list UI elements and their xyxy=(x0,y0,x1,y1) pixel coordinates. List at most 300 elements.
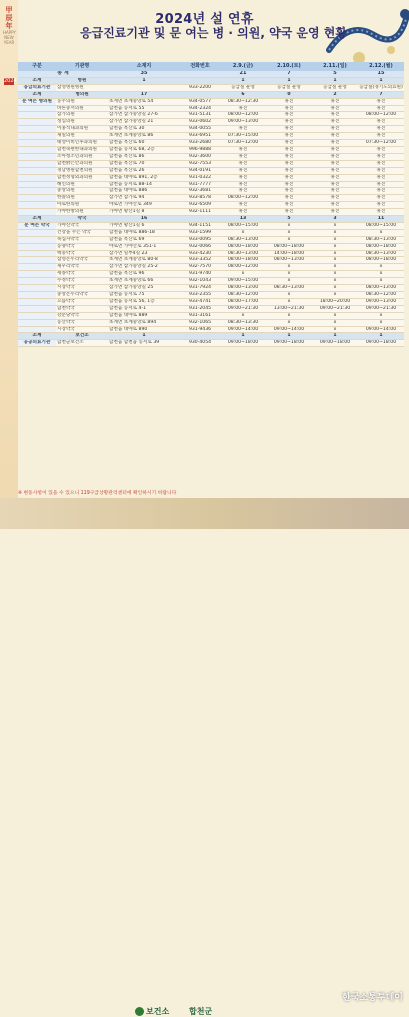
row-day4: 09:00~18:00 xyxy=(358,340,404,347)
watermark: 한국소통투데이 xyxy=(342,993,403,1003)
row-category xyxy=(18,285,56,292)
row-phone: 932-1111 xyxy=(180,209,220,216)
row-category xyxy=(18,292,56,299)
row-day3: 09:00~21:30 xyxy=(312,305,358,312)
subtotal-day4: 11 xyxy=(358,216,404,223)
year-label: 甲辰年 xyxy=(5,6,13,30)
row-day1: 휴진 xyxy=(220,181,266,188)
row-category xyxy=(18,153,56,160)
row-day3: x xyxy=(312,292,358,299)
row-name: 합천속편한내과의원 xyxy=(56,146,108,153)
row-address: 야로면 가야산로 351-1 xyxy=(108,243,180,250)
public-subtotal-row xyxy=(18,333,404,340)
table-row xyxy=(18,271,404,278)
row-address: 합천읍 옥산로 69 xyxy=(108,236,180,243)
subtotal-tel xyxy=(180,216,220,223)
row-day1: 09:00~21:30 xyxy=(220,305,266,312)
row-address: 삼가면 삼가중앙길 25-2 xyxy=(108,264,180,271)
subtotal-day1: 13 xyxy=(220,216,266,223)
row-day2: 08:00~13:00 xyxy=(266,257,312,264)
row-phone: 932-7553 xyxy=(180,160,220,167)
row-day1: x xyxy=(220,229,266,236)
subtotal-label: 소계 xyxy=(18,91,56,98)
table-row xyxy=(18,84,404,91)
row-phone: 931-9436 xyxy=(180,326,220,333)
row-phone: 931-0322 xyxy=(180,174,220,181)
table-row xyxy=(18,160,404,167)
row-day1: 08:00~12:00 xyxy=(220,112,266,119)
row-day4: x xyxy=(358,271,404,278)
row-phone: 934-0577 xyxy=(180,98,220,105)
subtotal-tel xyxy=(180,333,220,340)
row-name: 동양약국 xyxy=(56,243,108,250)
row-day2: 휴진 xyxy=(266,181,312,188)
row-day1: x xyxy=(220,271,266,278)
row-day3: x xyxy=(312,319,358,326)
subtotal-day4: 7 xyxy=(358,91,404,98)
row-address: 합천읍 동서로 75 xyxy=(108,292,180,299)
row-name: 가야신약국 xyxy=(56,222,108,229)
subtotal-day2: 1 xyxy=(266,77,312,84)
table-row xyxy=(18,305,404,312)
row-name: 수정약국 xyxy=(56,278,108,285)
row-day2: 08:00~18:00 xyxy=(266,243,312,250)
header-category: 구분 xyxy=(18,62,56,71)
row-phone: 934-2324 xyxy=(180,105,220,112)
row-day4: 응급실(경기도의료원) xyxy=(359,84,403,90)
row-day2: 휴진 xyxy=(266,146,312,153)
table-row xyxy=(18,236,404,243)
row-phone: 931-7924 xyxy=(180,285,220,292)
row-day3: 응급실 운영 xyxy=(312,84,358,91)
table-row xyxy=(18,257,404,264)
row-phone: 933-2355 xyxy=(180,292,220,299)
row-day2: 휴진 xyxy=(266,98,312,105)
row-phone: 930-4054 xyxy=(180,340,220,347)
row-day3: 휴진 xyxy=(312,188,358,195)
row-category xyxy=(18,140,56,147)
row-day2: 휴진 xyxy=(266,167,312,174)
row-day4: 휴진 xyxy=(358,126,404,133)
row-name: 중앙온누리약국 xyxy=(56,292,108,299)
row-day4: 09:00~13:00 xyxy=(358,298,404,305)
row-name: 동산약국 xyxy=(56,319,108,326)
row-day3: 휴진 xyxy=(312,133,358,140)
row-day4: 휴진 xyxy=(358,209,404,216)
row-address: 합천읍 합천읍 동서로 39 xyxy=(108,340,180,347)
row-category: 공공의료기관 xyxy=(18,340,56,347)
row-phone: 933-4230 xyxy=(180,250,220,257)
row-day4: 휴진 xyxy=(358,188,404,195)
header-day2: 2.10.(토) xyxy=(266,62,312,71)
row-day2: 휴진 xyxy=(266,202,312,209)
row-day3: 휴진 xyxy=(312,209,358,216)
row-phone: 934-1151 xyxy=(180,222,220,229)
row-day4: 08:30~13:00 xyxy=(358,236,404,243)
row-address: 합천읍 대야로 886-18 xyxy=(108,229,180,236)
row-day4: 휴진 xyxy=(358,98,404,105)
row-day1: 08:00~15:00 xyxy=(220,222,266,229)
row-address: 합천읍 동서로 4-1 xyxy=(108,305,180,312)
row-day2: 휴진 xyxy=(266,112,312,119)
row-day2: x xyxy=(266,278,312,285)
table-row xyxy=(18,119,404,126)
row-day2: x xyxy=(266,271,312,278)
row-day2: 휴진 xyxy=(266,126,312,133)
row-phone: 933-3352 xyxy=(180,257,220,264)
row-day4: 휴진 xyxy=(358,146,404,153)
total-label: 총 계 xyxy=(18,71,108,77)
row-day3: x xyxy=(312,285,358,292)
row-day1: 08:00~12:00 xyxy=(220,264,266,271)
row-day1: 08:30~12:30 xyxy=(220,98,266,105)
row-name: 성심의원 xyxy=(56,119,108,126)
row-day2: 휴진 xyxy=(266,174,312,181)
row-day1: 07:30~15:00 xyxy=(220,133,266,140)
row-day1: 08:30~13:00 xyxy=(220,250,266,257)
table-row xyxy=(18,250,404,257)
row-day3: x xyxy=(312,271,358,278)
row-phone: 932-3600 xyxy=(180,153,220,160)
row-address: 초계면 초계중앙로 80-8 xyxy=(108,257,180,264)
table-row xyxy=(18,181,404,188)
row-name: 삼영온누리약국 xyxy=(56,257,108,264)
row-category xyxy=(18,243,56,250)
row-phone: 996-9888 xyxy=(180,146,220,153)
row-day1: 08:00~18:00 xyxy=(220,257,266,264)
row-category xyxy=(18,195,56,202)
row-day2: 휴진 xyxy=(266,195,312,202)
table-row xyxy=(18,98,404,105)
row-address: 삼가면 삼가중앙길 27-6 xyxy=(108,112,180,119)
row-category xyxy=(18,319,56,326)
row-category xyxy=(18,133,56,140)
row-name: 시장약국 xyxy=(56,326,108,333)
row-day2: x xyxy=(266,298,312,305)
row-day2: 휴진 xyxy=(266,119,312,126)
row-name: 삼성병원병원 xyxy=(56,84,108,91)
row-name: 합천정형외과의원 xyxy=(56,174,108,181)
row-category xyxy=(18,264,56,271)
row-category: 문 여는 병의원 xyxy=(18,98,56,105)
row-address: 합천읍 옥산로 86 xyxy=(108,153,180,160)
row-day3: 휴진 xyxy=(312,153,358,160)
subtotal-day3: 1 xyxy=(312,333,358,340)
row-address: 합천읍 옥산로 30 xyxy=(108,126,180,133)
subtotal-section: 병의원 xyxy=(56,91,108,98)
row-day3: 휴진 xyxy=(312,146,358,153)
table-row xyxy=(18,209,404,216)
row-category xyxy=(18,119,56,126)
header-address: 소재지 xyxy=(108,62,180,71)
row-day3: x xyxy=(312,250,358,257)
row-name: 합천밝은안과의원 xyxy=(56,160,108,167)
row-address: 합천읍 옥산로 60 xyxy=(108,140,180,147)
row-category xyxy=(18,236,56,243)
row-day4: 08:00~18:00 xyxy=(358,243,404,250)
table-row xyxy=(18,285,404,292)
row-day2: x xyxy=(266,222,312,229)
row-day3: 휴진 xyxy=(312,119,358,126)
row-day3: 휴진 xyxy=(312,112,358,119)
row-name: 합천군보건소 xyxy=(56,340,108,347)
row-day3: 09:00~18:00 xyxy=(312,340,358,347)
row-day4: x xyxy=(358,229,404,236)
table-row xyxy=(18,312,404,319)
row-day2: 휴진 xyxy=(266,153,312,160)
row-phone: 933-1599 xyxy=(180,229,220,236)
row-day3: 18:00~20:00 xyxy=(312,298,358,305)
row-day4: 휴진 xyxy=(358,167,404,174)
subtotal-day2: 5 xyxy=(266,216,312,223)
table-row xyxy=(18,298,404,305)
row-day4: 휴진 xyxy=(358,119,404,126)
row-day4: x xyxy=(358,319,404,326)
table-row xyxy=(18,167,404,174)
schedule-table-wrapper xyxy=(18,62,404,347)
row-category xyxy=(18,305,56,312)
row-day1: 08:30~12:00 xyxy=(220,292,266,299)
row-day3: x xyxy=(312,257,358,264)
row-day3: 휴진 xyxy=(312,174,358,181)
page-title-line2: 응급진료기관 및 문 여는 병 · 의원, 약국 운영 현황 xyxy=(80,26,347,40)
row-day1: x xyxy=(220,312,266,319)
row-name: 가야한방의원 xyxy=(56,209,108,216)
table-row xyxy=(18,174,404,181)
table-row xyxy=(18,140,404,147)
row-day1: 응급실 운영 xyxy=(220,84,266,91)
table-row xyxy=(18,188,404,195)
row-name: 합천약국 xyxy=(56,305,108,312)
row-day4: 07:30~12:00 xyxy=(358,140,404,147)
row-address: 삼가면 일부4길 23 xyxy=(108,250,180,257)
subtotal-day3: 3 xyxy=(312,216,358,223)
subtotal-day1: 1 xyxy=(220,333,266,340)
row-address: 초계면 초계중앙로 54 xyxy=(108,98,180,105)
row-address: 합천읍 옥산로 96 xyxy=(108,271,180,278)
row-phone: 931-3161 xyxy=(180,312,220,319)
row-day1: 09:00~13:00 xyxy=(220,119,266,126)
subtotal-day3: 2 xyxy=(312,91,358,98)
row-phone: 932-3681 xyxy=(180,188,220,195)
row-address: 삼가면 삼가중앙길 25 xyxy=(108,285,180,292)
row-category xyxy=(18,326,56,333)
clinic-subtotal-row xyxy=(18,91,404,98)
row-day3: 휴진 xyxy=(312,98,358,105)
row-day3: 휴진 xyxy=(312,195,358,202)
row-day2: 09:00~18:00 xyxy=(266,340,312,347)
row-name: 새우리약국 xyxy=(56,264,108,271)
row-name: 소아청소년과의원 xyxy=(56,153,108,160)
row-category xyxy=(18,146,56,153)
table-row xyxy=(18,264,404,271)
row-category xyxy=(18,160,56,167)
row-day2: 13:00~21:30 xyxy=(266,305,312,312)
row-address: 합천읍 대야로 889 xyxy=(108,312,180,319)
row-day3: x xyxy=(312,312,358,319)
health-center-icon xyxy=(135,1007,144,1016)
row-day2: x xyxy=(266,319,312,326)
row-category xyxy=(18,250,56,257)
row-address: 야로면 가야산로 349 xyxy=(108,202,180,209)
table-row xyxy=(18,292,404,299)
row-day2: 응급실 운영 xyxy=(266,84,312,91)
table-row xyxy=(18,319,404,326)
header-day3: 2.11.(일) xyxy=(312,62,358,71)
row-address: 삼가면 삼가중앙길 21 xyxy=(108,119,180,126)
row-name: 중앙의원 xyxy=(56,188,108,195)
row-phone: 934-0055 xyxy=(180,126,220,133)
subtotal-tel xyxy=(180,91,220,98)
row-day1: 휴진 xyxy=(220,160,266,167)
row-day4: x xyxy=(358,278,404,285)
row-day2: 휴진 xyxy=(266,105,312,112)
row-day4: 09:00~21:30 xyxy=(358,305,404,312)
row-category xyxy=(18,229,56,236)
row-phone: 931-2045 xyxy=(180,305,220,312)
row-phone: 933-2200 xyxy=(180,84,220,91)
subtotal-count: 1 xyxy=(108,333,180,340)
row-phone: 932-1043 xyxy=(180,278,220,285)
row-day2: 휴진 xyxy=(266,209,312,216)
row-address: 합천읍 옥산로 70 xyxy=(108,160,180,167)
row-day3: x xyxy=(312,229,358,236)
row-category xyxy=(18,181,56,188)
table-header-row xyxy=(18,62,404,71)
row-name: 동주의원 xyxy=(56,98,108,105)
row-day3: x xyxy=(312,222,358,229)
row-category xyxy=(18,209,56,216)
row-address: 합천읍 옥산로 26 xyxy=(108,167,180,174)
row-day3: 휴진 xyxy=(312,105,358,112)
subtotal-count: 17 xyxy=(108,91,180,98)
row-day1: 09:00~15:00 xyxy=(220,278,266,285)
row-name: 시장약국 xyxy=(56,285,108,292)
row-name: 녹십자약국 xyxy=(56,236,108,243)
row-day1: 08:00~12:00 xyxy=(220,195,266,202)
table-row xyxy=(18,229,404,236)
row-category xyxy=(18,188,56,195)
row-address: 초계면 초계중앙로 894 xyxy=(108,319,180,326)
row-day3: x xyxy=(312,278,358,285)
row-day2: 09:00~14:00 xyxy=(266,326,312,333)
row-address: 합천읍 동서로 88-14 xyxy=(108,181,180,188)
header-institution: 기관명 xyxy=(56,62,108,71)
row-day1: 07:30~12:00 xyxy=(220,140,266,147)
row-day2: 휴진 xyxy=(266,160,312,167)
row-day3: 휴진 xyxy=(312,140,358,147)
row-day4: 휴진 xyxy=(358,174,404,181)
row-day3: 휴진 xyxy=(312,167,358,174)
row-name: 세종약국 xyxy=(56,271,108,278)
row-day3: x xyxy=(312,264,358,271)
row-day4: 휴진 xyxy=(358,160,404,167)
row-address: 합천읍 동서로 68, 2층 xyxy=(108,146,180,153)
row-day3: x xyxy=(312,326,358,333)
row-day1: 08:30~13:00 xyxy=(220,236,266,243)
row-name: 해인의원 xyxy=(56,181,108,188)
row-name: 경남병원합천의원 xyxy=(56,167,108,174)
row-address: 합천읍 동서로 56, 1층 xyxy=(108,298,180,305)
row-day3: 휴진 xyxy=(312,126,358,133)
row-day3: x xyxy=(312,236,358,243)
row-address: 초계면 초계중앙로 86 xyxy=(108,133,180,140)
county-logo: 합천군 xyxy=(189,1007,213,1016)
row-day4: 휴진 xyxy=(358,181,404,188)
table-row xyxy=(18,222,404,229)
subtotal-day2: 0 xyxy=(266,91,312,98)
row-day1: 휴진 xyxy=(220,153,266,160)
table-row xyxy=(18,202,404,209)
total-day2: 7 xyxy=(266,71,312,77)
subtotal-day4: 1 xyxy=(358,77,404,84)
table-row xyxy=(18,153,404,160)
row-phone: 932-0066 xyxy=(180,243,220,250)
subtotal-tel xyxy=(180,77,220,84)
row-phone: 933-8578 xyxy=(180,195,220,202)
row-day1: 휴진 xyxy=(220,126,266,133)
table-row xyxy=(18,126,404,133)
row-name: 태영이비인후과의원 xyxy=(56,140,108,147)
header-phone: 전화번호 xyxy=(180,62,220,71)
left-decoration-band xyxy=(0,0,18,529)
subtotal-day4: 1 xyxy=(358,333,404,340)
table-row xyxy=(18,112,404,119)
row-day2: 휴진 xyxy=(266,188,312,195)
health-center-label: 보건소 xyxy=(146,1007,170,1016)
row-day4: 08:30~12:00 xyxy=(358,292,404,299)
row-category: 문 여는 약국 xyxy=(18,222,56,229)
row-day2: x xyxy=(266,236,312,243)
header-day4: 2.12.(월) xyxy=(358,62,404,71)
subtotal-label: 소계 xyxy=(18,216,56,223)
table-row xyxy=(18,133,404,140)
row-category xyxy=(18,298,56,305)
footnote: ※ 변동사항이 있을 수 있으니 119구급상황관리센터에 확인하시기 바랍니다 xyxy=(18,491,177,496)
row-day4: 08:30~13:00 xyxy=(358,250,404,257)
row-address: 초계면 초계중앙로 66 xyxy=(108,278,180,285)
row-category xyxy=(18,112,56,119)
row-day1: 08:00~13:00 xyxy=(220,285,266,292)
row-name: 으뜸약국 xyxy=(56,298,108,305)
row-day4: 08:00~13:00 xyxy=(358,285,404,292)
row-address: 합천읍 동서로 55 xyxy=(108,105,180,112)
subtotal-day3: 1 xyxy=(312,77,358,84)
row-day4: 휴진 xyxy=(358,153,404,160)
total-day4: 15 xyxy=(358,71,404,77)
row-day3: x xyxy=(312,243,358,250)
row-address: 합천읍 대야로 890 xyxy=(108,326,180,333)
subtotal-label: 소계 xyxy=(18,333,56,340)
table-row xyxy=(18,146,404,153)
total-day1: 21 xyxy=(220,71,266,77)
row-category xyxy=(18,126,56,133)
row-category xyxy=(18,174,56,181)
row-address: 가야면 황산1길 8 xyxy=(108,209,180,216)
subtotal-day1: 6 xyxy=(220,91,266,98)
row-phone: 932-6509 xyxy=(180,202,220,209)
row-name: 백중약국 xyxy=(56,250,108,257)
row-day4: 09:00~14:00 xyxy=(358,326,404,333)
year-mark: 2024 xyxy=(4,78,17,84)
row-day2: x xyxy=(266,312,312,319)
row-phone: 934-0191 xyxy=(180,167,220,174)
row-address: 가야면 황산1길 6 xyxy=(108,222,180,229)
health-center-logo xyxy=(135,1006,169,1017)
total-day3: 5 xyxy=(312,71,358,77)
row-day1: 휴진 xyxy=(220,174,266,181)
row-name: 삼가의원 xyxy=(56,112,108,119)
